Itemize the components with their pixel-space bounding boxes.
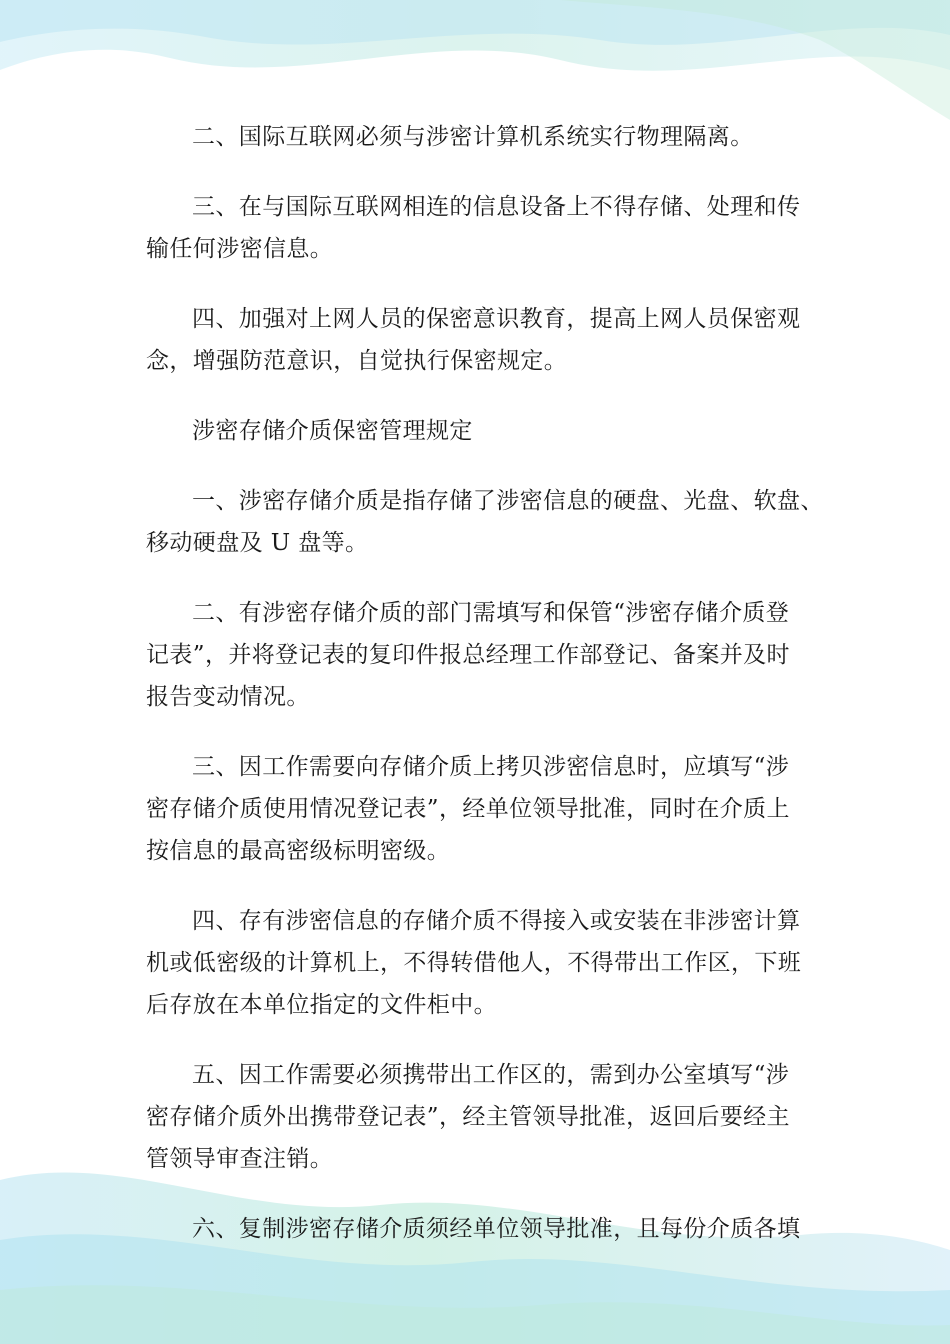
text-line: 机或低密级的计算机上，不得转借他人，不得带出工作区，下班 <box>146 950 802 976</box>
text-line: 管领导审查注销。 <box>146 1146 334 1172</box>
text-line: 一、涉密存储介质是指存储了涉密信息的硬盘、光盘、软盘、 <box>192 488 824 514</box>
text-line: 二、有涉密存储介质的部门需填写和保管“涉密存储介质登 <box>192 600 790 626</box>
text-line: 三、在与国际互联网相连的信息设备上不得存储、处理和传 <box>192 194 801 220</box>
text-line: 记表”，并将登记表的复印件报总经理工作部登记、备案并及时 <box>146 642 790 668</box>
paragraph-carry-out <box>146 1054 810 1180</box>
paragraph-internet-isolation <box>146 116 810 158</box>
paragraph-duplication <box>146 1208 810 1250</box>
text-line: 念，增强防范意识，自觉执行保密规定。 <box>146 348 568 374</box>
section-heading <box>146 410 810 452</box>
text-line: 二、国际互联网必须与涉密计算机系统实行物理隔离。 <box>192 124 754 150</box>
text-line: 按信息的最高密级标明密级。 <box>146 838 451 864</box>
text-line: 移动硬盘及 U 盘等。 <box>146 530 369 556</box>
paragraph-media-definition <box>146 480 824 564</box>
paragraph-registration <box>146 592 810 718</box>
text-line: 三、因工作需要向存储介质上拷贝涉密信息时，应填写“涉 <box>192 754 790 780</box>
heading-text: 涉密存储介质保密管理规定 <box>192 418 473 444</box>
text-line: 四、加强对上网人员的保密意识教育，提高上网人员保密观 <box>192 306 801 332</box>
text-line: 六、复制涉密存储介质须经单位领导批准，且每份介质各填 <box>192 1216 801 1242</box>
paragraph-copying <box>146 746 810 872</box>
paragraph-education <box>146 298 810 382</box>
text-line: 密存储介质使用情况登记表”，经单位领导批准，同时在介质上 <box>146 796 790 822</box>
text-line: 五、因工作需要必须携带出工作区的，需到办公室填写“涉 <box>192 1062 790 1088</box>
document-body <box>146 116 824 1278</box>
paragraph-storage-restrictions <box>146 900 810 1026</box>
paragraph-no-storage-on-internet-devices <box>146 186 810 270</box>
text-line: 四、存有涉密信息的存储介质不得接入或安装在非涉密计算 <box>192 908 801 934</box>
text-line: 密存储介质外出携带登记表”，经主管领导批准，返回后要经主 <box>146 1104 790 1130</box>
text-line: 报告变动情况。 <box>146 684 310 710</box>
text-line: 后存放在本单位指定的文件柜中。 <box>146 992 497 1018</box>
text-line: 输任何涉密信息。 <box>146 236 334 262</box>
